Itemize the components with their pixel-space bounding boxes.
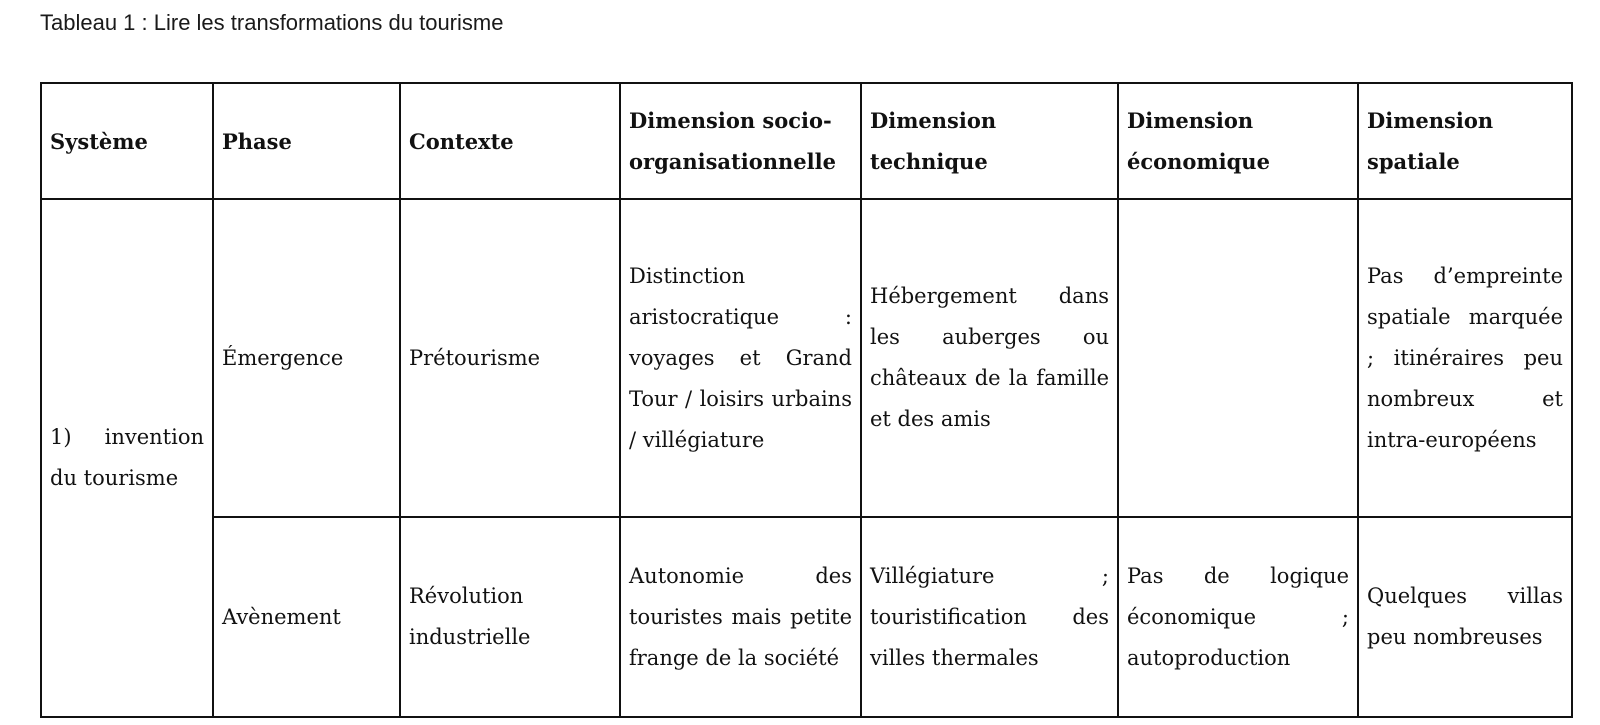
cell-spatiale: Pas d’empreinte spatiale marquée ; itinéraires peu nombreux et intra-européens bbox=[1358, 199, 1572, 517]
cell-economique: Pas de logique économique ; autoproduction bbox=[1118, 517, 1358, 717]
header-socio-line-1: Dimension socio- bbox=[629, 108, 832, 133]
cell-socio-organisationnelle: Distinction aristocratique : voyages et Grand Tour / loisirs urbains / villégiature bbox=[620, 199, 861, 517]
tourism-transformations-table bbox=[40, 82, 1573, 718]
header-dimension-technique: Dimension technique bbox=[861, 83, 1118, 199]
cell-technique: Villégiature ; touristification des villes thermales bbox=[861, 517, 1118, 717]
header-dimension-socio-organisationnelle bbox=[620, 83, 861, 199]
header-dimension-economique: Dimension économique bbox=[1118, 83, 1358, 199]
header-phase: Phase bbox=[213, 83, 400, 199]
cell-spatiale: Quelques villas peu nombreuses bbox=[1358, 517, 1572, 717]
cell-contexte: Prétourisme bbox=[400, 199, 620, 517]
header-socio-line-2: organisationnelle bbox=[629, 149, 836, 174]
cell-socio-organisationnelle: Autonomie des touristes mais petite frange de la société bbox=[620, 517, 861, 717]
cell-phase: Avènement bbox=[213, 517, 400, 717]
cell-contexte: Révolution industrielle bbox=[400, 517, 620, 717]
cell-economique bbox=[1118, 199, 1358, 517]
header-systeme: Système bbox=[41, 83, 213, 199]
header-contexte: Contexte bbox=[400, 83, 620, 199]
header-dimension-spatiale: Dimension spatiale bbox=[1358, 83, 1572, 199]
table-row bbox=[41, 199, 1572, 517]
header-row bbox=[41, 83, 1572, 199]
cell-phase: Émergence bbox=[213, 199, 400, 517]
table-row bbox=[41, 517, 1572, 717]
cell-systeme: 1) invention du tourisme bbox=[41, 199, 213, 717]
cell-technique: Hébergement dans les auberges ou châteaux de la famille et des amis bbox=[861, 199, 1118, 517]
table-caption: Tableau 1 : Lire les transformations du tourisme bbox=[40, 10, 504, 35]
